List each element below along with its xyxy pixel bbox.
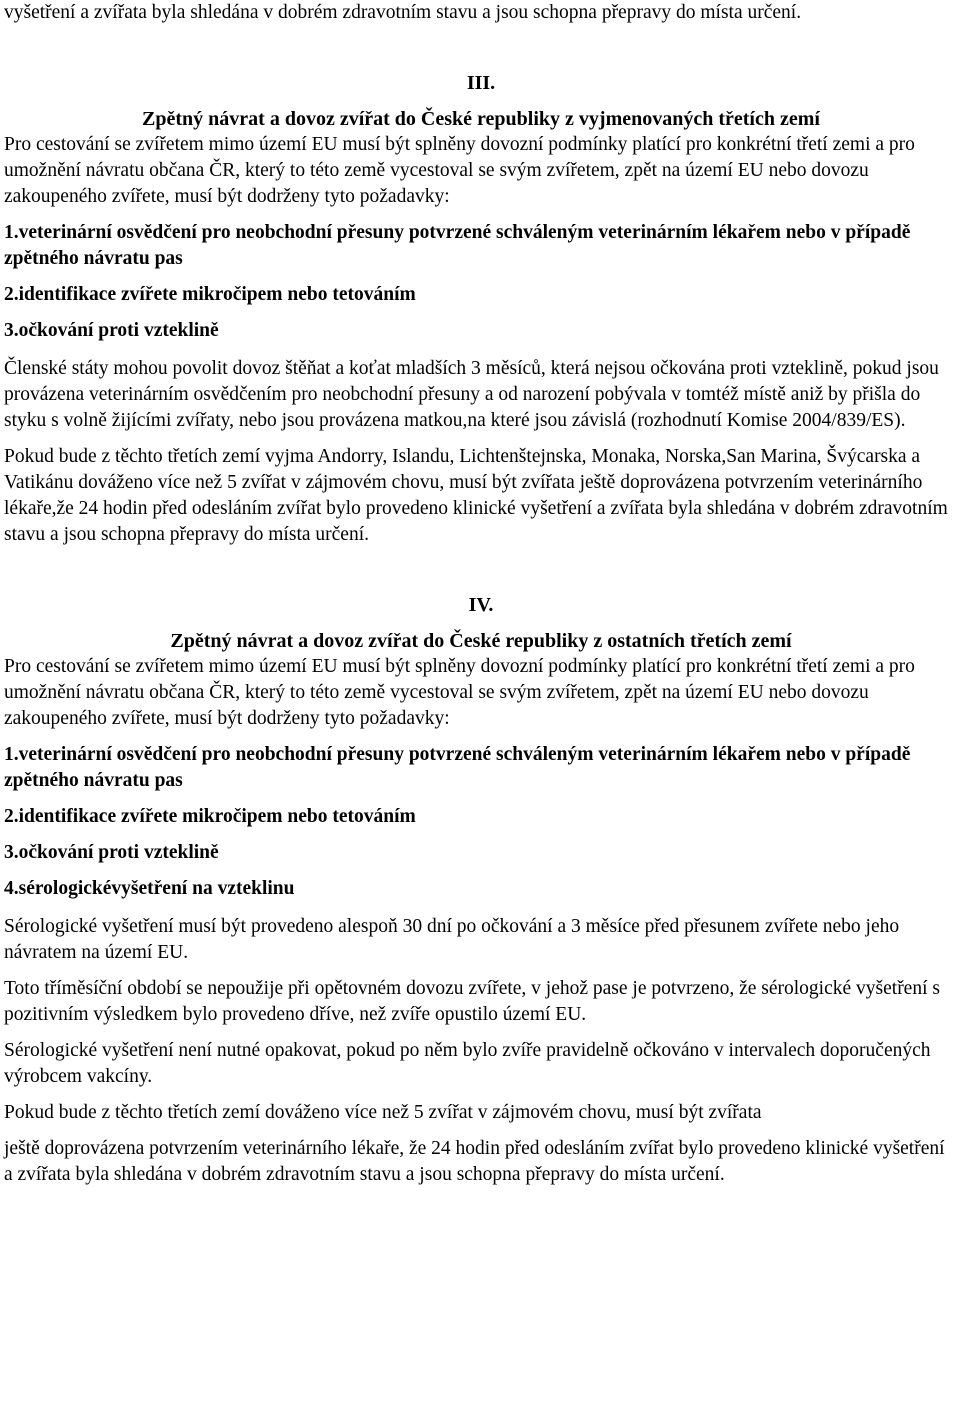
- section-4-paragraph-three-month: Toto tříměsíční období se nepoužije při opětovném dovozu zvířete, v jehož pase je potvrzeno, že sérologické vyšetření s pozitivním výsledkem bylo provedeno dříve, než zvíře opustilo území EU.: [4, 978, 940, 1025]
- section-3-heading: Zpětný návrat a dovoz zvířat do České republiky z vyjmenovaných třetích zemí: [142, 108, 820, 130]
- section-4-number: IV.: [468, 594, 494, 616]
- section-3-requirement-3: 3.očkování proti vzteklině: [4, 320, 219, 341]
- section-4-final-paragraph: ještě doprovázena potvrzením veterinárního lékaře, že 24 hodin před odesláním zvířat bylo provedeno klinické vyšetření a zvířata byla shledána v dobrém zdravotním stavu a jsou schopna přepravy do místa určení.: [4, 1138, 945, 1185]
- section-4-final-line-1: Pokud bude z těchto třetích zemí dováženo více než 5 zvířat v zájmovém chovu, musí být zvířata: [4, 1102, 762, 1123]
- section-4-paragraph-serology: Sérologické vyšetření musí být provedeno alespoň 30 dní po očkování a 3 měsíce před přesunem zvířete nebo jeho návratem na území EU.: [4, 916, 900, 963]
- section-3-requirement-2: 2.identifikace zvířete mikročipem nebo tetováním: [4, 284, 416, 305]
- section-4-requirement-3: 3.očkování proti vzteklině: [4, 842, 219, 863]
- section-4-paragraph-no-repeat: Sérologické vyšetření není nutné opakovat, pokud po něm bylo zvíře pravidelně očkováno v intervalech doporučených výrobcem vakcíny.: [4, 1040, 931, 1087]
- section-3-paragraph-puppies: Členské státy mohou povolit dovoz štěňat a koťat mladších 3 měsíců, která nejsou očkována proti vzteklině, pokud jsou provázena veterinárním osvědčením pro neobchodní přesuny a od narození pobývala v tomtéž místě aniž by přišla do styku s volně žijícími zvířaty, nebo jsou provázena matkou,na které jsou závislá (rozhodnutí Komise 2004/839/ES).: [4, 358, 939, 431]
- section-3-paragraph-more-than-5: Pokud bude z těchto třetích zemí vyjma Andorry, Islandu, Lichtenštejnska, Monaka, Norska,San Marina, Švýcarska a Vatikánu dováženo více než 5 zvířat v zájmovém chovu, musí být zvířata ještě doprovázena potvrzením veterinárního lékaře,že 24 hodin před odesláním zvířat bylo provedeno klinické vyšetření a zvířata byla shledána v dobrém zdravotním stavu a jsou schopna přepravy do místa určení.: [4, 446, 948, 545]
- section-3-intro: Pro cestování se zvířetem mimo území EU musí být splněny dovozní podmínky platící pro konkrétní třetí zemi a pro umožnění návratu občana ČR, který to této země vycestoval se svým zvířetem, zpět na území EU nebo dovozu zakoupeného zvířete, musí být dodrženy tyto požadavky:: [4, 134, 915, 207]
- section-3-number: III.: [466, 72, 496, 94]
- section-4-requirement-4: 4.sérologickévyšetření na vzteklinu: [4, 878, 295, 899]
- section-3-requirement-1: 1.veterinární osvědčení pro neobchodní přesuny potvrzené schváleným veterinárním lékařem nebo v případě zpětného návratu pas: [4, 222, 911, 269]
- section-4-requirement-2: 2.identifikace zvířete mikročipem nebo tetováním: [4, 806, 416, 827]
- section-4-requirement-1: 1.veterinární osvědčení pro neobchodní přesuny potvrzené schváleným veterinárním lékařem nebo v případě zpětného návratu pas: [4, 744, 911, 791]
- document-page: [4, 0, 958, 1188]
- section-4-heading: Zpětný návrat a dovoz zvířat do České republiky z ostatních třetích zemí: [170, 630, 792, 652]
- continuation-paragraph: vyšetření a zvířata byla shledána v dobrém zdravotním stavu a jsou schopna přepravy do místa určení.: [4, 2, 802, 23]
- section-4-intro: Pro cestování se zvířetem mimo území EU musí být splněny dovozní podmínky platící pro konkrétní třetí zemi a pro umožnění návratu občana ČR, který to této země vycestoval se svým zvířetem, zpět na území EU nebo dovozu zakoupeného zvířete, musí být dodrženy tyto požadavky:: [4, 656, 915, 729]
